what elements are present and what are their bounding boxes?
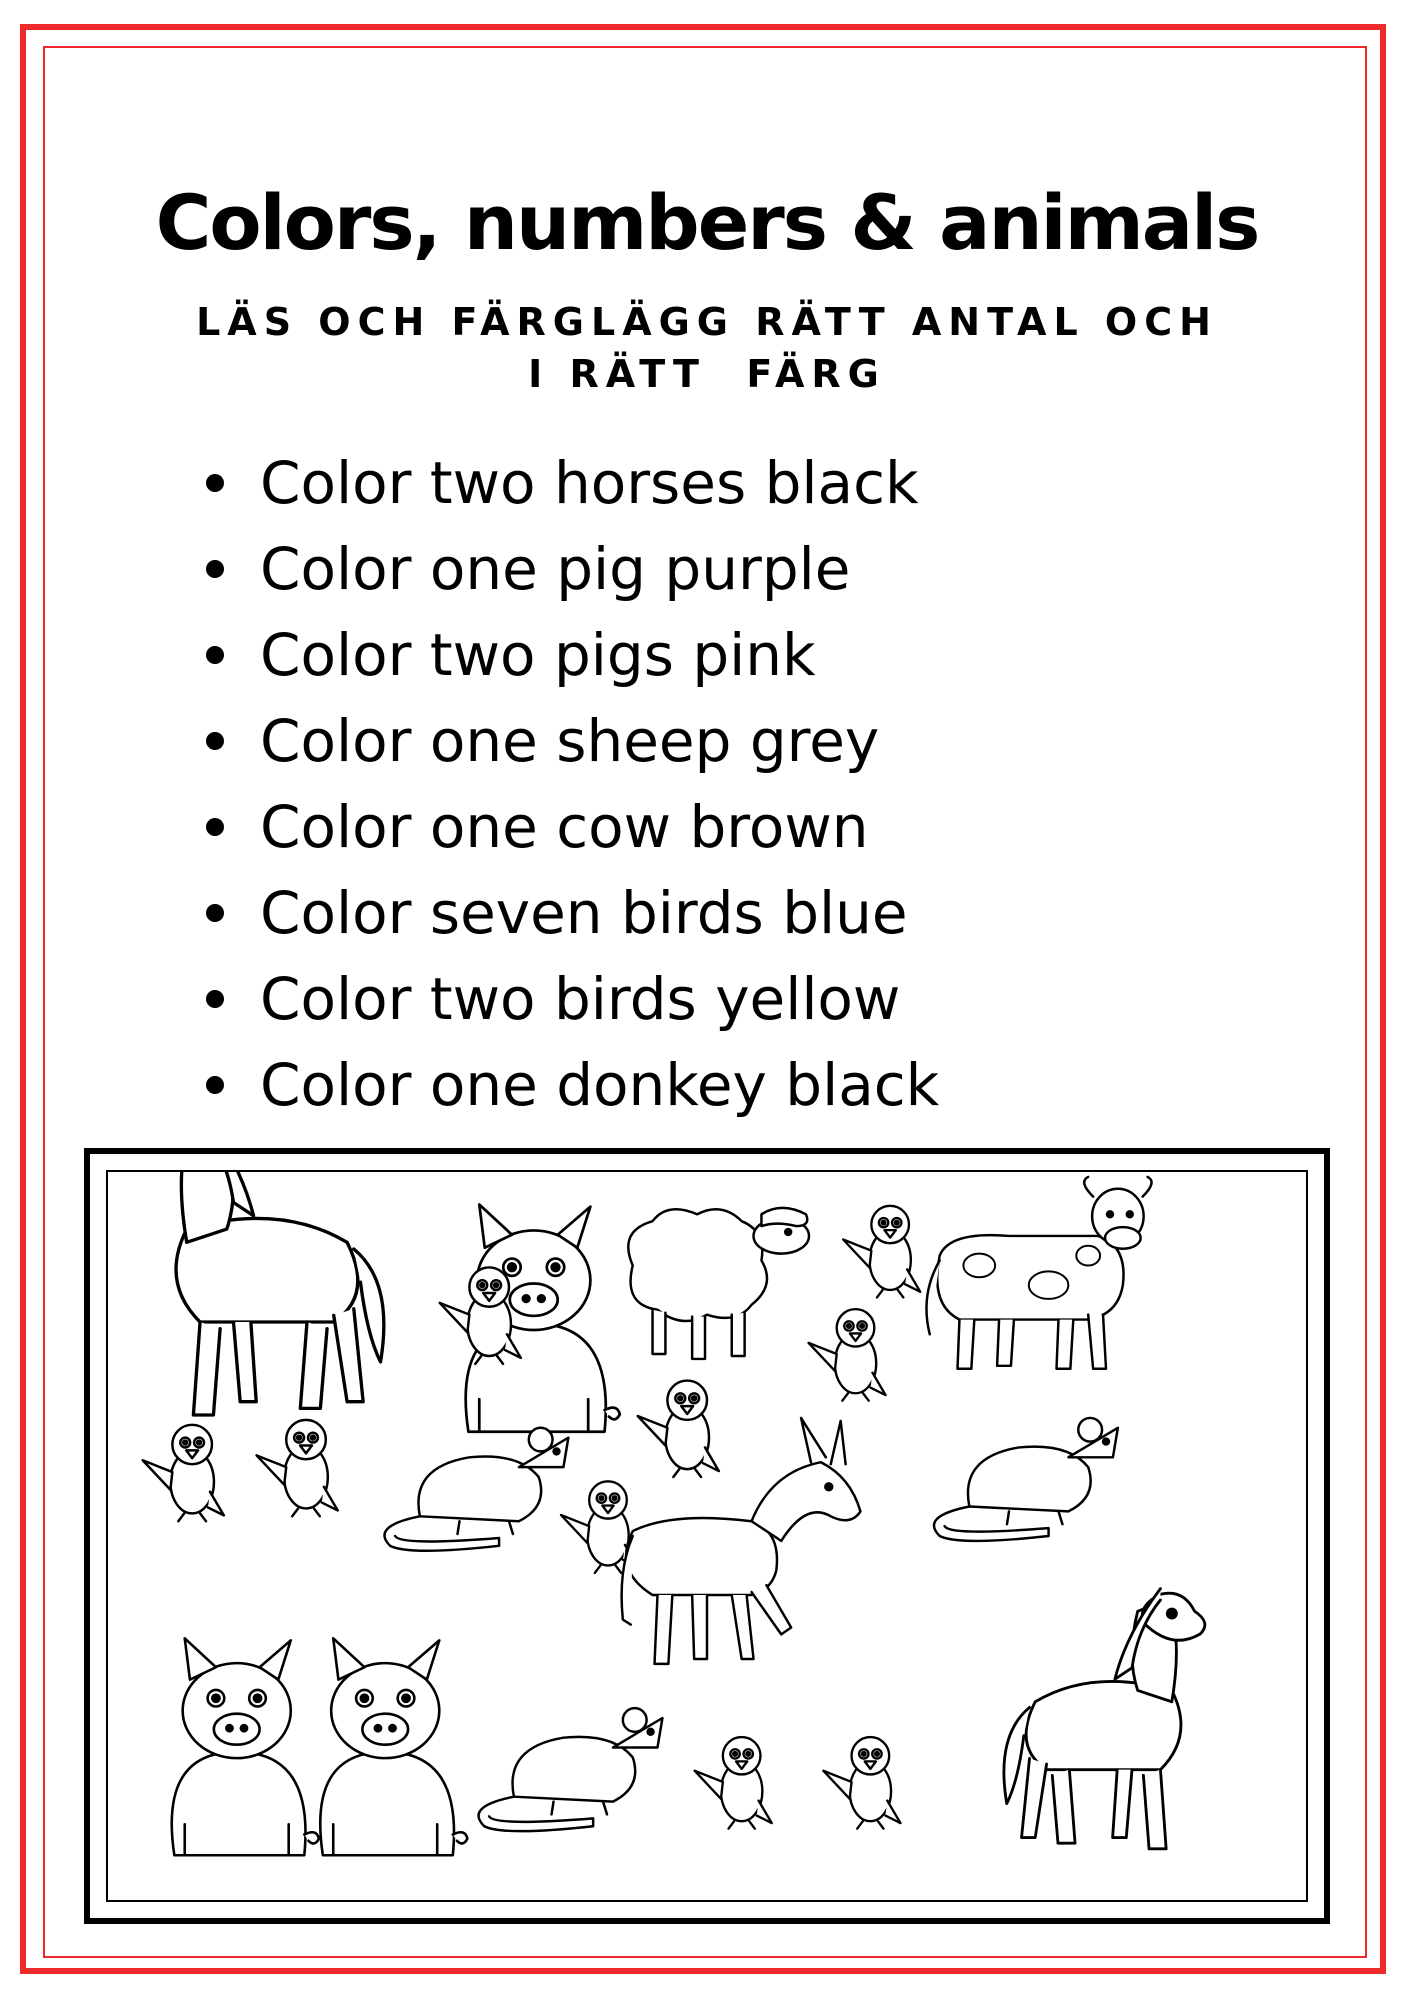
pig-illustration — [320, 1638, 467, 1855]
subtitle-line-2: I RÄTT FÄRG — [528, 352, 886, 396]
instruction-item — [200, 440, 939, 526]
donkey-illustration — [622, 1418, 861, 1664]
page-title: Colors, numbers & animals — [155, 178, 1259, 267]
cow-illustration — [926, 1177, 1151, 1369]
rat-illustration — [934, 1418, 1118, 1541]
rat-illustration — [479, 1708, 663, 1831]
instruction-text: Color two pigs pink — [260, 621, 816, 689]
bird-illustration — [843, 1206, 920, 1298]
bullet-icon — [206, 732, 224, 750]
instruction-text: Color seven birds blue — [260, 879, 908, 947]
bird-illustration — [823, 1737, 900, 1829]
instruction-text: Color two horses black — [260, 449, 919, 517]
bird-illustration — [143, 1425, 224, 1521]
bird-illustration — [808, 1309, 885, 1401]
instruction-item — [200, 1042, 939, 1128]
instruction-text: Color one cow brown — [260, 793, 869, 861]
subtitle-line-1: LÄS OCH FÄRGLÄGG RÄTT ANTAL OCH — [196, 300, 1218, 344]
bullet-icon — [206, 990, 224, 1008]
rat-illustration — [385, 1428, 569, 1551]
coloring-picture — [106, 1170, 1308, 1902]
horse-illustration — [1004, 1589, 1205, 1849]
bullet-icon — [206, 1076, 224, 1094]
instruction-item — [200, 698, 939, 784]
instruction-text: Color one donkey black — [260, 1051, 940, 1119]
instruction-item — [200, 870, 939, 956]
instruction-item — [200, 526, 939, 612]
instruction-text: Color two birds yellow — [260, 965, 901, 1033]
instruction-list — [200, 440, 939, 1128]
instruction-text: Color one sheep grey — [260, 707, 880, 775]
bird-illustration — [695, 1737, 772, 1829]
pig-illustration — [172, 1638, 319, 1855]
bullet-icon — [206, 646, 224, 664]
bird-illustration — [440, 1267, 521, 1363]
sheep-illustration — [628, 1208, 809, 1359]
bird-illustration — [638, 1381, 719, 1477]
page-subtitle — [150, 296, 1264, 400]
bullet-icon — [206, 474, 224, 492]
bullet-icon — [206, 818, 224, 836]
coloring-picture-frame — [84, 1148, 1330, 1924]
bullet-icon — [206, 904, 224, 922]
instruction-item — [200, 612, 939, 698]
bird-illustration — [257, 1420, 338, 1516]
horse-illustration — [148, 1172, 384, 1415]
instruction-item — [200, 784, 939, 870]
instruction-item — [200, 956, 939, 1042]
instruction-text: Color one pig purple — [260, 535, 851, 603]
bullet-icon — [206, 560, 224, 578]
farm-animals-illustration — [108, 1172, 1306, 1900]
